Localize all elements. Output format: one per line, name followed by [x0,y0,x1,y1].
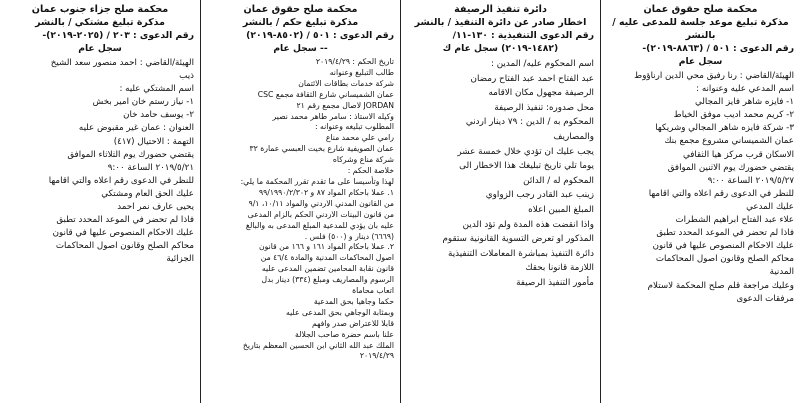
notice-line: حكما وجاهيا بحق المدعية [313,296,394,306]
notice-subtitle: اخطار صادر عن دائرة التنفيذ / بالنشر [414,17,587,28]
notice-line: الرصيفة مجهول مكان الاقامه [488,88,594,99]
notice-line: فاذا لم تحضر في الموعد المحدد تطبق [56,215,194,226]
notice-line: ذيب [179,71,194,82]
notice-line: وعليك مراجعة قلم صلح المحكمة لاستلام [647,280,794,291]
notice-line: زينب عبد القادر رجب الزواوي [485,190,594,201]
notice-line: اتعاب محاماة [352,286,394,296]
notice-line: اسم المشتكي عليه : [119,84,194,95]
notice-line: عبد الفتاح احمد عبد الفتاح رمضان [470,73,594,84]
notice-line: علنا باسم حضرة صاحب الجلالة [295,329,394,339]
court-name: محكمة صلح حقوق عمان [243,4,358,15]
notice-line: المذكور او تعرض التسوية القانونية ستقوم [442,234,594,245]
court-name: محكمة صلح حقوق عمان [643,4,758,15]
notice-line: لهذا وتأسيسا على ما تقدم تقرر المحكمة ما يلي: [240,176,394,186]
notice-line: عليك الاحكام المنصوص عليها في قانون [652,241,794,252]
notice-line: الاسكان قرب مركز هيا الثقافي [683,149,794,160]
case-number: رقم الدعوى : ٥٠١ / (٨٥٠٢-٢٠١٩) [246,30,394,41]
case-number: رقم الدعوى التنفيذية : ١٣٠-١١/ [452,30,594,41]
notice-line: للنظر في الدعوى رقم اعلاه والتي اقامها [648,188,794,199]
court-name: دائرة تنفيذ الرصيفة [454,4,547,15]
notice-line: قابلا للاعتراض صدر وافهم [311,318,394,328]
notice-line: ٢. عملا باحكام المواد ١٦١ و ١٦٦ من قانون [258,242,394,252]
notice-line: ٢٠١٩/٥/٢٧ الساعة ٩:٠٠ [707,175,794,186]
notice-line: اللازمة قانونا بحقك [525,263,594,274]
notice-4 [0,0,200,403]
notice-line: خلاصة الحكم : [347,166,394,176]
notice-line: للنظر في الدعوى رقم اعلاه والتي اقامها [48,175,194,186]
notice-line: علاء عبد الفتاح ابراهيم الشطرات [675,215,794,226]
notice-line: مأمور التنفيذ الرصيفة [516,277,594,288]
notice-1 [600,0,800,403]
notice-line: ٢- كريم محمد اديب موفق الخياط [673,110,794,121]
notice-subtitle: مذكرة تبليغ مشتكي / بالنشر [35,17,165,28]
notice-line: المحكوم له / الدائن [523,175,594,186]
notice-line: المدنية [769,267,794,278]
notice-line: واذا انقضت هذه المدة ولم تؤد الدين [462,219,594,230]
notice-line: المحكوم به / الدين : ٧٩ دينار اردني [465,117,594,128]
notice-line: ١. عملا باحكام المواد ٨٧ و ٩٩/١٩٩٠/٢/٣٠٢ [259,187,394,197]
register-label: سجل عام [678,56,723,67]
notice-line: اسم المدعي عليه وعنوانه : [696,84,794,95]
notice-line: يقتضي حضورك يوم الاثنين الموافق [667,162,794,173]
register-label: -- سجل عام [273,43,328,54]
notice-line: التهمة : الاحتيال (٤١٧) [113,136,194,147]
notice-subtitle: مذكرة تبليغ حكم / بالنشر [242,17,359,28]
notice-line: قانون نقابة المحامين تضمين المدعى عليه [261,264,394,274]
notice-line: (٦٦٦٩) دينار و (٥٠٠) فلس . [304,231,394,241]
notice-line: اسم المحكوم عليه/ المدين : [490,59,594,69]
notice-line: الهيئة/القاضي : رنا رفيق محي الدين ارناؤوط [634,71,794,81]
notice-line: من قانون البينات الاردني الحكم بالزام المدعى [247,209,394,219]
notice-line: عليك المدعي [746,201,794,212]
notice-line: وكيله الاستاذ : سامر طاهر محمد نصير [272,111,394,121]
notice-line: رامي علي محمد مناع [325,133,394,143]
notice-line: المبلغ المبين اعلاه [528,204,594,215]
notice-line: اصول المحاكمات المدنية والمادة ٤٦/٤ من [260,253,394,263]
notice-line: ١- نياز رستم خان امير بخش [92,97,194,108]
notice-line: الجزائية [166,254,194,265]
notice-line: ٢٠١٩/٥/٢١ الساعة ٩:٠٠ [107,162,194,173]
notice-line: عمان الشميساني شارع الثقافة مجمع CSC [257,89,394,99]
notice-line: عمان الشميساني مشروع مجمع بنك [664,136,794,147]
notice-line: العنوان : عمان غير مقبوض عليه [78,123,194,134]
register-label: سجل عام [78,43,122,54]
notice-line: ١- فايزه شاهر فايز المجالي [695,97,794,108]
notice-line: دائرة التنفيذ بمباشرة المعاملات التنفيذية [447,248,594,259]
notice-line: فاذا لم تحضر في الموعد المحدد تطبق [656,228,794,239]
notice-line: يقتضي حضورك يوم الثلاثاء الموافق [67,149,194,160]
notice-line: ٢٠١٩/٤/٢٩ [359,351,394,361]
notice-line: مرفقات الدعوى [736,293,794,304]
notice-line: تاريخ الحكم : ٢٠١٩/٤/٢٩ [315,57,394,66]
court-name: محكمة صلح جزاء جنوب عمان [31,4,169,15]
notice-line: شركة خدمات بطاقات الائتمان [298,78,394,88]
notice-line: الرسوم والمصاريف ومبلغ (٣٣٤) دينار بدل [261,275,394,285]
notice-subtitle: مذكرة تبليغ موعد جلسة للمدعى عليه / بالنشر [612,17,789,41]
notice-line: وبمثابة الوجاهي بحق المدعى عليه [285,307,394,317]
notice-line: ٣- شركة فايزه شاهر المجالي وشريكها [655,123,794,134]
notice-line: محاكم الصلح وقانون اصول المحاكمات [55,241,194,252]
notice-line: يحيى عارف نمر احمد [117,202,194,213]
case-number-continued: (١٤٨٢-٢٠١٩) سجل عام ك [442,43,559,54]
case-number: رقم الدعوى : ٥٠١ / (٨٨٦٣-٢٠١٩)- [642,43,794,54]
notice-line: محل صدوره: تنفيذ الرصيفة [494,102,594,113]
notice-2 [400,0,600,403]
notice-line: شركة مناع وشركاه [332,155,394,165]
notice-line: عليه بان يؤدي للمدعية المبلغ المدعى به والبالغ [245,220,394,230]
notice-line: محاكم الصلح وقانون اصول المحاكمات [655,254,794,265]
notice-line: عليك الاحكام المنصوص عليها في قانون [52,228,194,239]
notice-line: يجب عليك ان تؤدي خلال خمسة عشر [457,146,594,157]
notice-line: ٢- يوسف حامد خان [123,110,194,121]
notice-line: المطلوب تبليغه وعنوانه : [314,122,394,132]
notice-line: من القانون المدني الاردني والمواد ١٠/١١، ٩/١ [248,198,394,208]
notice-line: عمان الصويفية شارع بخيت العبسي عمارة ٣٢ [249,144,394,154]
notice-line: JORDAN لاصال مجمع رقم ٢١ [296,100,394,110]
case-number: رقم الدعوى : ٢٠٣ / (٢٠٢٥-٢٠١٩)- [42,30,194,41]
notice-line: والمصاريف [553,131,594,142]
notice-line: الهيئة/القاضي : احمد منصور سعد الشيخ [50,58,194,68]
notice-line: عليك الحق العام ومشتكي [101,188,194,199]
notice-line: يوما تلي تاريخ تبليغك هذا الاخطار الى [459,161,594,172]
notice-line: طالب التبليغ وعنوانه [329,67,394,77]
notice-3 [200,0,400,403]
notice-line: الملك عبد الله الثاني ابن الحسين المعظم بتاريخ [242,340,394,350]
